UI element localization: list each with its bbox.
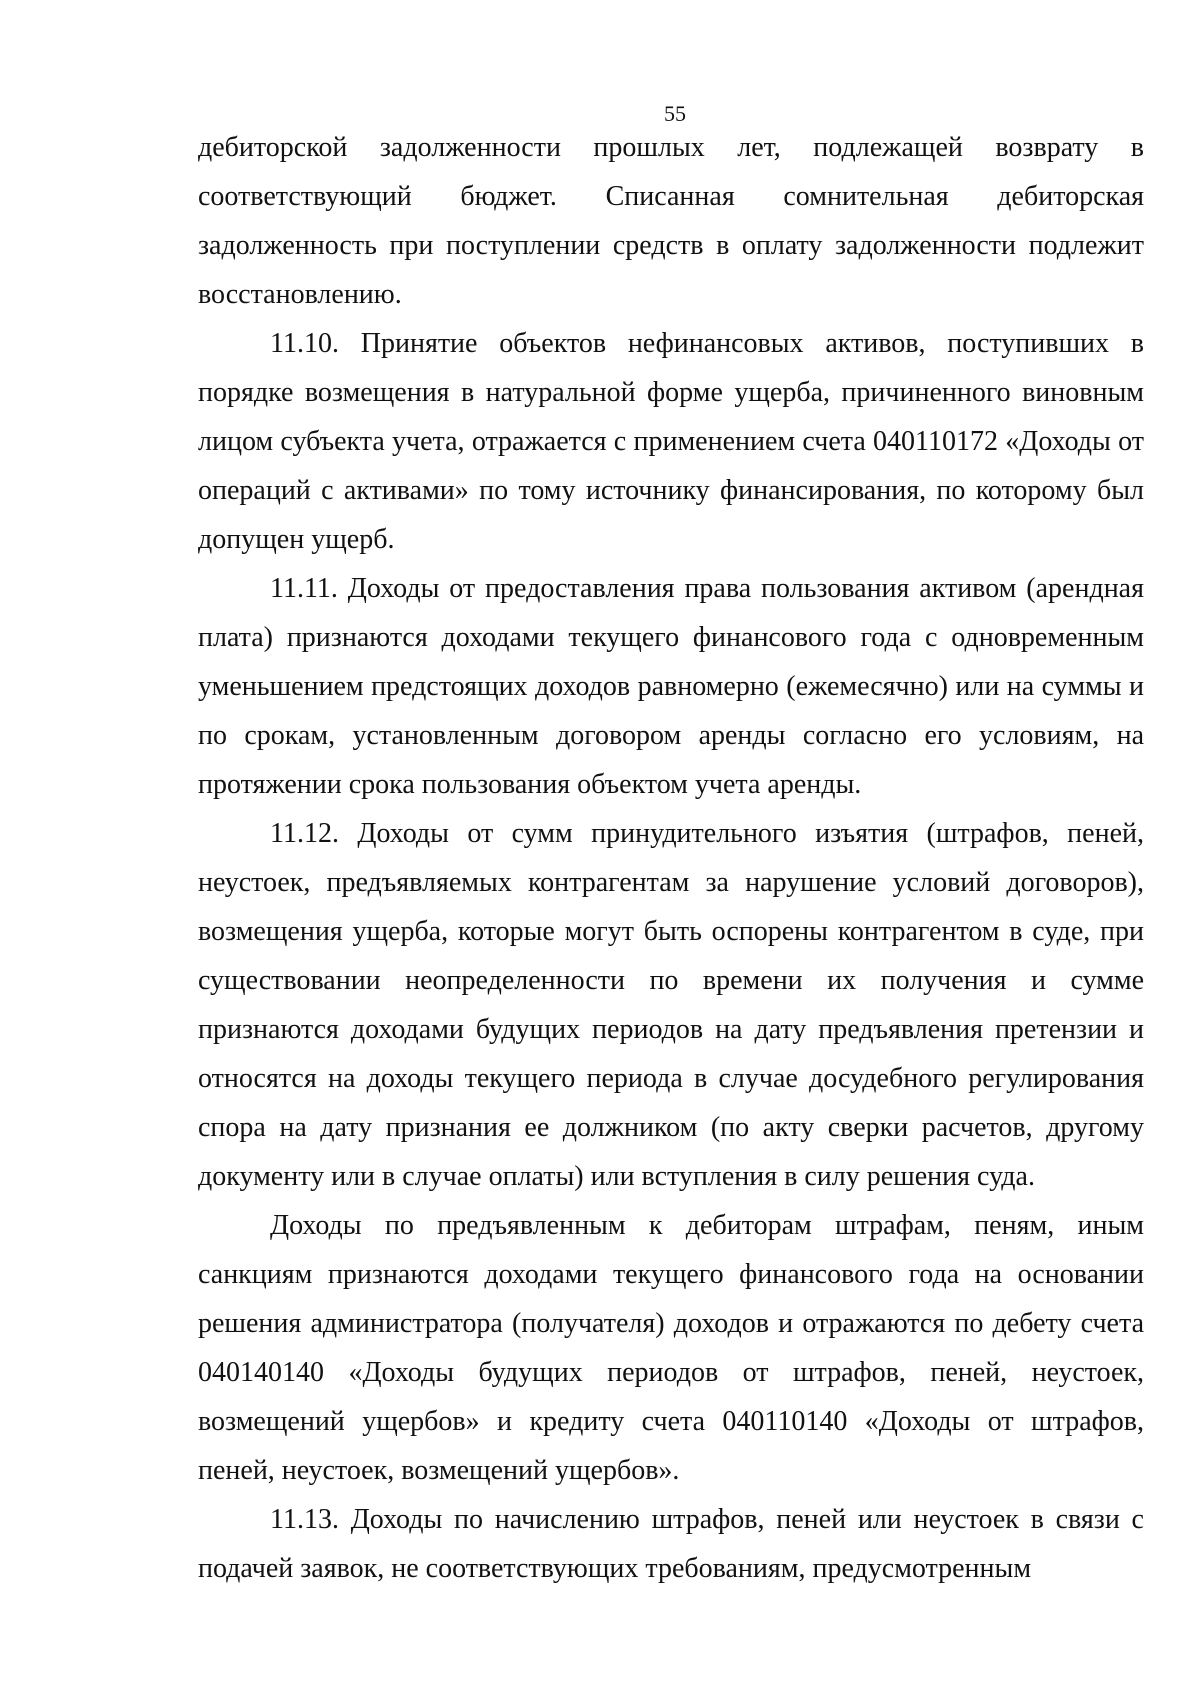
paragraph-11-13: 11.13. Доходы по начислению штрафов, пеней или неустоек в связи с подачей заявок, не соответствующих требованиям, предусмотренным (198, 1504, 1144, 1584)
paragraph-11-12: 11.12. Доходы от сумм принудительного изъятия (штрафов, пеней, неустоек, предъявляемых контрагентам за нарушение условий договоров), возмещения ущерба, которые могут быть оспорены контрагентом в суде, при существовании неопределенности по времени их получения и сумме признаются доходами будущих периодов на дату предъявления претензии и относятся на доходы текущего периода в случае досудебного регулирования спора на дату признания ее должником (по акту сверки расчетов, другому документу или в случае оплаты) или вступления в силу решения суда. (198, 818, 1144, 1192)
paragraph-11-11: 11.11. Доходы от предоставления права пользования активом (арендная плата) признаются доходами текущего финансового года с одновременным уменьшением предстоящих доходов равномерно (ежемесячно) или на суммы и по срокам, установленным договором аренды согласно его условиям, на протяжении срока пользования объектом учета аренды. (198, 573, 1144, 800)
document-body (198, 123, 1144, 1593)
page-number: 55 (664, 101, 686, 126)
paragraph-continuation: дебиторской задолженности прошлых лет, подлежащей возврату в соответствующий бюджет. Списанная сомнительная дебиторская задолженность при поступлении средств в оплату задолженности подлежит восстановлению. (198, 132, 1144, 310)
paragraph-penalty-income: Доходы по предъявленным к дебиторам штрафам, пеням, иным санкциям признаются доходами текущего финансового года на основании решения администратора (получателя) доходов и отражаются по дебету счета 040140140 «Доходы будущих периодов от штрафов, пеней, неустоек, возмещений ущербов» и кредиту счета 040110140 «Доходы от штрафов, пеней, неустоек, возмещений ущербов». (198, 1210, 1144, 1486)
paragraph-11-10: 11.10. Принятие объектов нефинансовых активов, поступивших в порядке возмещения в натуральной форме ущерба, причиненного виновным лицом субъекта учета, отражается с применением счета 040110172 «Доходы от операций с активами» по тому источнику финансирования, по которому был допущен ущерб. (198, 328, 1144, 555)
